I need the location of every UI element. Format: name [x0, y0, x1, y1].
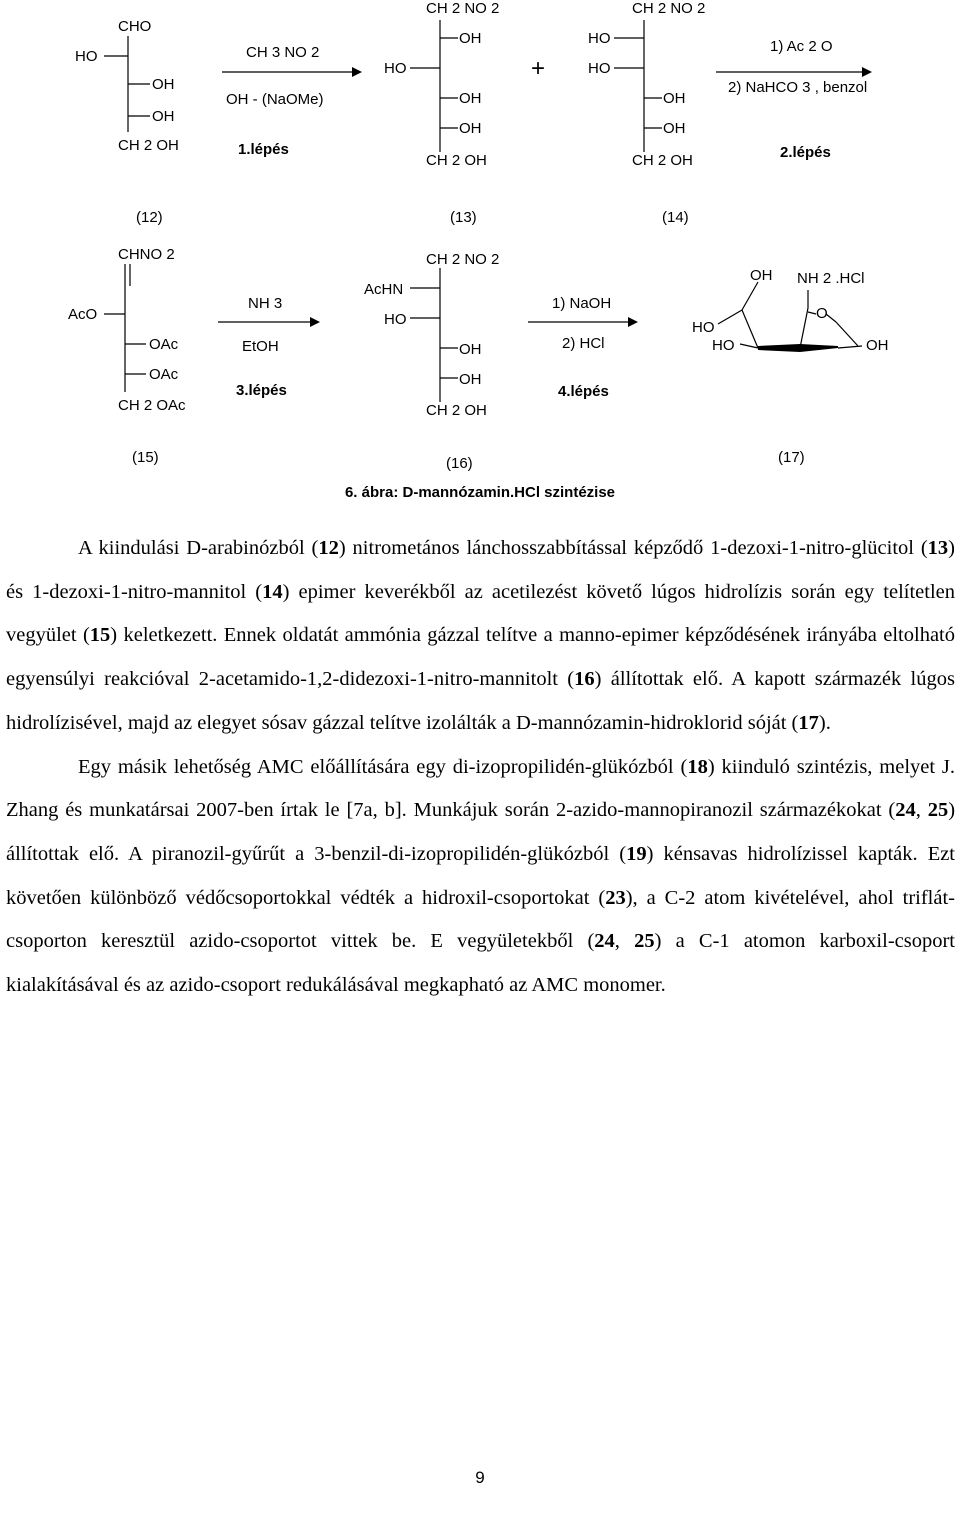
compound-15 — [68, 246, 186, 466]
c13-oh2: OH — [459, 90, 482, 107]
c16-ho: HO — [384, 311, 407, 328]
compound-ref: 17 — [798, 711, 819, 734]
compound-14 — [588, 0, 705, 226]
body-text — [6, 527, 955, 1008]
text-run: A kiindulási D-arabinózból ( — [78, 537, 319, 559]
text-run: ). — [818, 711, 831, 734]
c17-nh2: NH 2 .HCl — [797, 270, 865, 287]
compound-ref: 25 — [634, 930, 655, 953]
text-run: , — [614, 930, 635, 953]
c16-oh2: OH — [459, 371, 482, 388]
compound-ref: 24 — [594, 930, 615, 953]
step-3-arrow — [218, 295, 320, 399]
compound-ref: 25 — [927, 799, 949, 822]
c15-oac2: OAc — [149, 366, 179, 383]
c13-label: (13) — [450, 209, 477, 226]
c16-top: CH 2 NO 2 — [426, 251, 500, 268]
compound-ref: 13 — [927, 537, 949, 559]
c17-oh-top: OH — [750, 267, 773, 284]
compound-ref: 18 — [687, 755, 708, 778]
c14-oh2: OH — [663, 120, 686, 137]
paragraph-1 — [6, 527, 955, 746]
c14-ho1: HO — [588, 30, 611, 47]
c13-ho: HO — [384, 60, 407, 77]
c16-label: (16) — [446, 455, 473, 472]
c13-bottom: CH 2 OH — [426, 152, 487, 169]
step1-reagent1: CH 3 NO 2 — [246, 44, 320, 61]
c14-oh1: OH — [663, 90, 686, 107]
compound-ref: 14 — [262, 580, 283, 603]
c12-bottom: CH 2 OH — [118, 137, 179, 154]
text-run: ) és 1-dezoxi-1-nitro-mannitol ( — [6, 537, 955, 603]
text-run: ) kénsavas hidrolízissel kapták. Ezt követően különböző védőcsoportokkal védték a hidroxil-csoportokat ( — [6, 842, 956, 909]
c16-bottom: CH 2 OH — [426, 402, 487, 419]
step3-label: 3.lépés — [236, 382, 287, 399]
compound-ref: 16 — [574, 668, 595, 691]
text-run: , — [915, 799, 928, 822]
step2-reagent2: 2) NaHCO 3 , benzol — [728, 79, 868, 96]
compound-17 — [692, 267, 889, 466]
c12-ho: HO — [75, 48, 98, 65]
step-4-arrow — [528, 295, 638, 400]
c12-oh2: OH — [152, 108, 175, 125]
step4-reagent1: 1) NaOH — [552, 295, 612, 312]
text-run: ) a C-1 atomon karboxil-csoport kialakításával és az azido-csoport redukálásával megkapható az AMC monomer. — [6, 930, 956, 997]
step1-label: 1.lépés — [238, 141, 289, 158]
paragraph-2 — [6, 746, 955, 1008]
c12-oh1: OH — [152, 76, 175, 93]
c16-oh1: OH — [459, 341, 482, 358]
c15-bottom: CH 2 OAc — [118, 397, 186, 414]
c17-o-ring: O — [816, 305, 828, 322]
compound-ref: 24 — [895, 799, 916, 822]
c15-aco: AcO — [68, 306, 98, 323]
step3-reagent2: EtOH — [242, 338, 279, 355]
compound-12 — [75, 18, 179, 226]
figure-caption: 6. ábra: D-mannózamin.HCl szintézise — [344, 484, 616, 501]
compound-ref: 15 — [89, 624, 111, 647]
c13-top: CH 2 NO 2 — [426, 0, 500, 17]
c14-top: CH 2 NO 2 — [632, 0, 706, 17]
c15-label: (15) — [132, 449, 159, 466]
step4-reagent2: 2) HCl — [562, 335, 605, 352]
step4-label: 4.lépés — [558, 383, 609, 400]
compound-13 — [384, 0, 499, 226]
plus-sign: + — [531, 55, 546, 82]
c14-ho2: HO — [588, 60, 611, 77]
c12-label: (12) — [136, 209, 163, 226]
c17-ho2: HO — [712, 337, 735, 354]
step-1-arrow — [222, 44, 362, 158]
step3-reagent1: NH 3 — [248, 295, 283, 312]
c17-oh-right: OH — [866, 337, 889, 354]
c17-ho1: HO — [692, 319, 715, 336]
text-run: ) állítottak elő. A piranozil-gyűrűt a 3-benzil-di-izopropilidén-glükózból ( — [6, 799, 956, 865]
compound-ref: 23 — [605, 886, 626, 909]
text-run: Egy másik lehetőség AMC előállítására egy di-izopropilidén-glükózból ( — [78, 755, 688, 778]
compound-ref: 19 — [626, 842, 647, 865]
reaction-scheme — [0, 0, 960, 480]
step2-reagent1: 1) Ac 2 O — [770, 38, 833, 55]
c16-achn: AcHN — [364, 281, 404, 298]
text-run: ) állítottak elő. A kapott származék lúgos hidrolízisével, majd az elegyet sósav gázzal telítve izolálták a D-mannózamin-hidroklorid sóját ( — [6, 668, 955, 734]
text-run: ) epimer keverékből az acetilezést követő lúgos hidrolízis során egy telítetlen vegyület ( — [6, 580, 955, 647]
c14-bottom: CH 2 OH — [632, 152, 693, 169]
c12-top: CHO — [118, 18, 152, 35]
page-number: 9 — [475, 1468, 485, 1487]
step1-reagent2: OH - (NaOMe) — [226, 91, 324, 108]
c17-label: (17) — [778, 449, 805, 466]
compound-ref: 12 — [318, 537, 339, 559]
compound-16 — [364, 251, 499, 472]
c15-oac1: OAc — [149, 336, 179, 353]
c14-label: (14) — [662, 209, 689, 226]
step-2-arrow — [716, 38, 872, 161]
text-run: ) keletkezett. Ennek oldatát ammónia gázzal telítve a manno-epimer képződésének irányába eltolható egyensúlyi reakcióval 2-acetamido-1,2-didezoxi-1-nitro-mannitolt ( — [6, 624, 955, 691]
text-run: ) nitrometános lánchosszabbítással képződő 1-dezoxi-1-nitro-glücitol ( — [338, 537, 928, 559]
text-run: ) kiinduló szintézis, melyet J. Zhang és munkatársai 2007-ben írtak le [7a, b]. Munkájuk során 2-azido-mannopiranozil származékokat ( — [6, 755, 956, 822]
c13-oh1: OH — [459, 30, 482, 47]
step2-label: 2.lépés — [780, 144, 831, 161]
text-run: ), a C-2 atom kivételével, ahol triflát-csoporton keresztül azido-csoportot vittek be. E vegyületekből ( — [6, 886, 955, 953]
c13-oh3: OH — [459, 120, 482, 137]
c15-top: CHNO 2 — [118, 246, 175, 263]
